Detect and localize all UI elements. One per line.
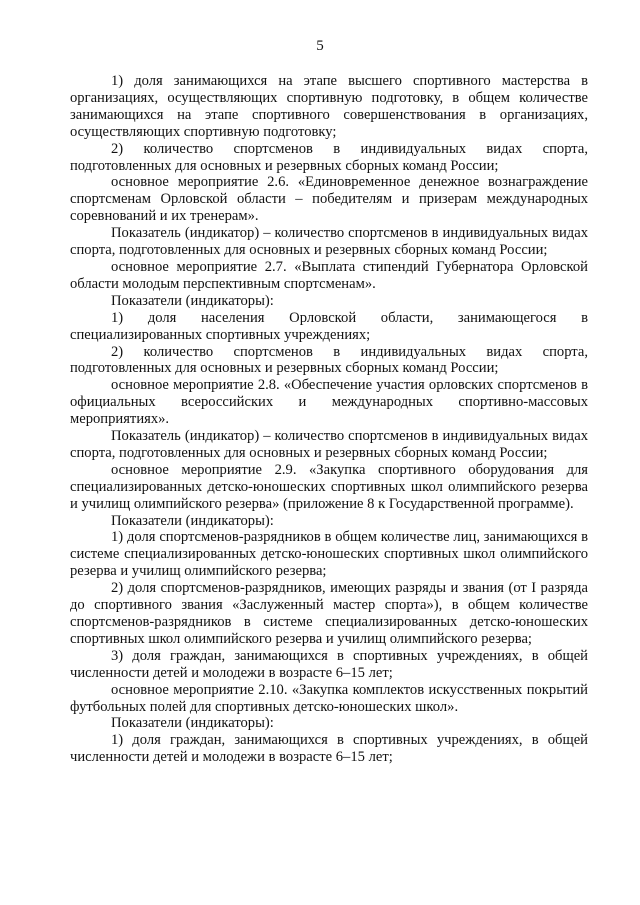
paragraph: 2) количество спортсменов в индивидуальных видах спорта, подготовленных для основных и резервных сборных команд России;	[70, 343, 588, 377]
document-body	[70, 73, 588, 766]
paragraph: основное мероприятие 2.9. «Закупка спортивного оборудования для специализированных детско-юношеских спортивных школ олимпийского резерва и училищ олимпийского резерва» (приложение 8 к Государственной программе).	[70, 461, 588, 512]
paragraph: основное мероприятие 2.7. «Выплата стипендий Губернатора Орловской области молодым перспективным спортсменам».	[70, 258, 588, 292]
paragraph: основное мероприятие 2.6. «Единовременное денежное вознаграждение спортсменам Орловской области – победителям и призерам международных соревнований и их тренерам».	[70, 174, 588, 225]
paragraph: основное мероприятие 2.10. «Закупка комплектов искусственных покрытий футбольных полей для спортивных детско-юношеских школ».	[70, 681, 588, 715]
paragraph: 1) доля населения Орловской области, занимающегося в специализированных спортивных учреждениях;	[70, 309, 588, 343]
paragraph: 1) доля спортсменов-разрядников в общем количестве лиц, занимающихся в системе специализированных детско-юношеских спортивных школ олимпийского резерва и училищ олимпийского резерва;	[70, 529, 588, 580]
paragraph: Показатели (индикаторы):	[111, 715, 274, 732]
paragraph: 1) доля занимающихся на этапе высшего спортивного мастерства в организациях, осуществляющих спортивную подготовку, в общем количестве занимающихся на этапе спортивного совершенствования в организациях, осуществляющих спортивную подготовку;	[70, 73, 588, 140]
paragraph: 2) количество спортсменов в индивидуальных видах спорта, подготовленных для основных и резервных сборных команд России;	[70, 140, 588, 174]
paragraph: Показатель (индикатор) – количество спортсменов в индивидуальных видах спорта, подготовленных для основных и резервных сборных команд России;	[70, 428, 588, 461]
paragraph: Показатели (индикаторы):	[111, 292, 274, 309]
paragraph: Показатели (индикаторы):	[111, 512, 274, 529]
page-number: 5	[316, 38, 324, 54]
paragraph: Показатель (индикатор) – количество спортсменов в индивидуальных видах спорта, подготовленных для основных и резервных сборных команд России;	[70, 225, 588, 259]
paragraph: 1) доля граждан, занимающихся в спортивных учреждениях, в общей численности детей и молодежи в возрасте 6–15 лет;	[70, 732, 588, 766]
paragraph: основное мероприятие 2.8. «Обеспечение участия орловских спортсменов в официальных всероссийских и международных спортивно-массовых мероприятиях».	[70, 377, 588, 428]
paragraph: 2) доля спортсменов-разрядников, имеющих разряды и звания (от I разряда до спортивного звания «Заслуженный мастер спорта»), в общем количестве спортсменов-разрядников в системе специализированных детско-юношеских спортивных школ олимпийского резерва и училищ олимпийского резерва;	[70, 580, 588, 647]
paragraph: 3) доля граждан, занимающихся в спортивных учреждениях, в общей численности детей и молодежи в возрасте 6–15 лет;	[70, 647, 588, 681]
